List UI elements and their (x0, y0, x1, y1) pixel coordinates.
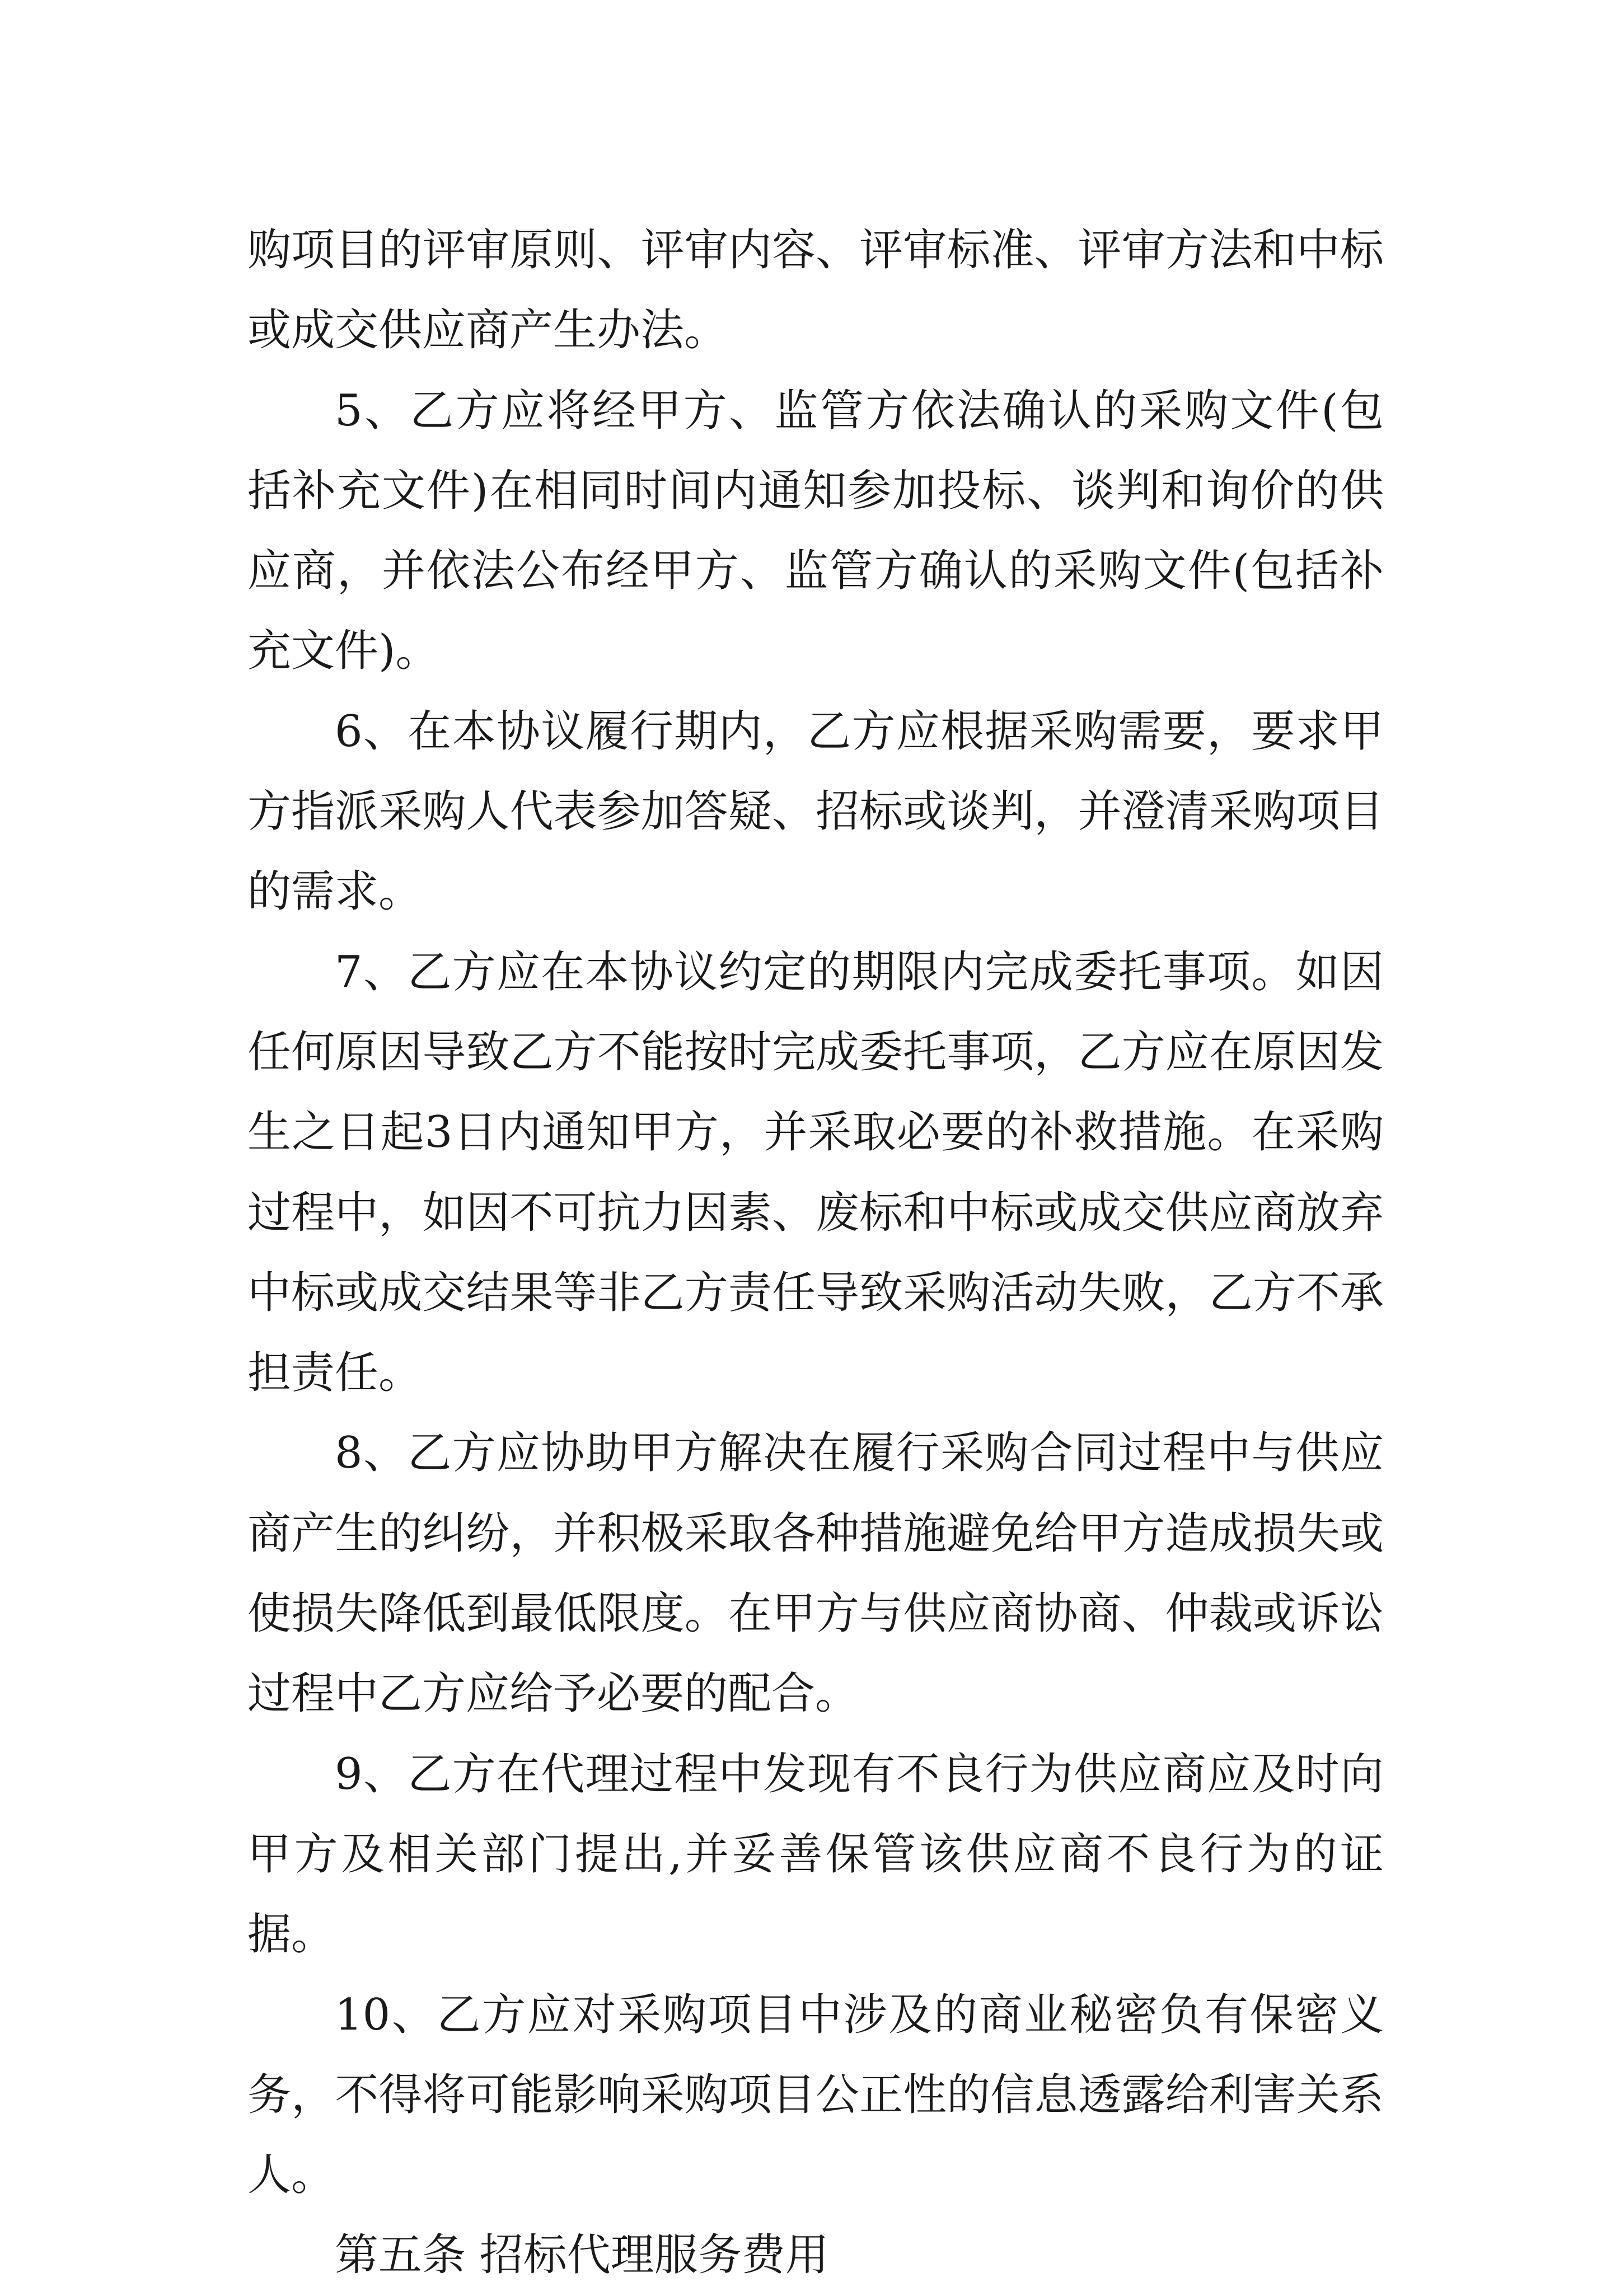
paragraph-item-5: 5、乙方应将经甲方、监管方依法确认的采购文件(包括补充文件)在相同时间内通知参加投标、谈判和询价的供应商，并依法公布经甲方、监管方确认的采购文件(包括补充文件)。 (247, 385, 1384, 677)
paragraph-continuation: 购项目的评审原则、评审内容、评审标准、评审方法和中标或成交供应商产生办法。 (247, 225, 1384, 356)
paragraph-item-6: 6、在本协议履行期内，乙方应根据采购需要，要求甲方指派采购人代表参加答疑、招标或谈判，并澄清采购项目的需求。 (247, 706, 1384, 917)
section-heading-article-5: 第五条 招标代理服务费用 (335, 2230, 829, 2281)
paragraph-item-9: 9、乙方在代理过程中发现有不良行为供应商应及时向甲方及相关部门提出,并妥善保管该供应商不良行为的证据。 (247, 1749, 1384, 1960)
paragraph-item-8: 8、乙方应协助甲方解决在履行采购合同过程中与供应商产生的纠纷，并积极采取各种措施避免给甲方造成损失或使损失降低到最低限度。在甲方与供应商协商、仲裁或诉讼过程中乙方应给予必要的配合。 (247, 1428, 1384, 1719)
document-body (247, 210, 1384, 2296)
paragraph-item-10: 10、乙方应对采购项目中涉及的商业秘密负有保密义务，不得将可能影响采购项目公正性的信息透露给利害关系人。 (247, 1989, 1384, 2201)
paragraph-item-7: 7、乙方应在本协议约定的期限内完成委托事项。如因任何原因导致乙方不能按时完成委托事项，乙方应在原因发生之日起3日内通知甲方，并采取必要的补救措施。在采购过程中，如因不可抗力因素、废标和中标或成交供应商放弃中标或成交结果等非乙方责任导致采购活动失败，乙方不承担责任。 (247, 946, 1384, 1399)
